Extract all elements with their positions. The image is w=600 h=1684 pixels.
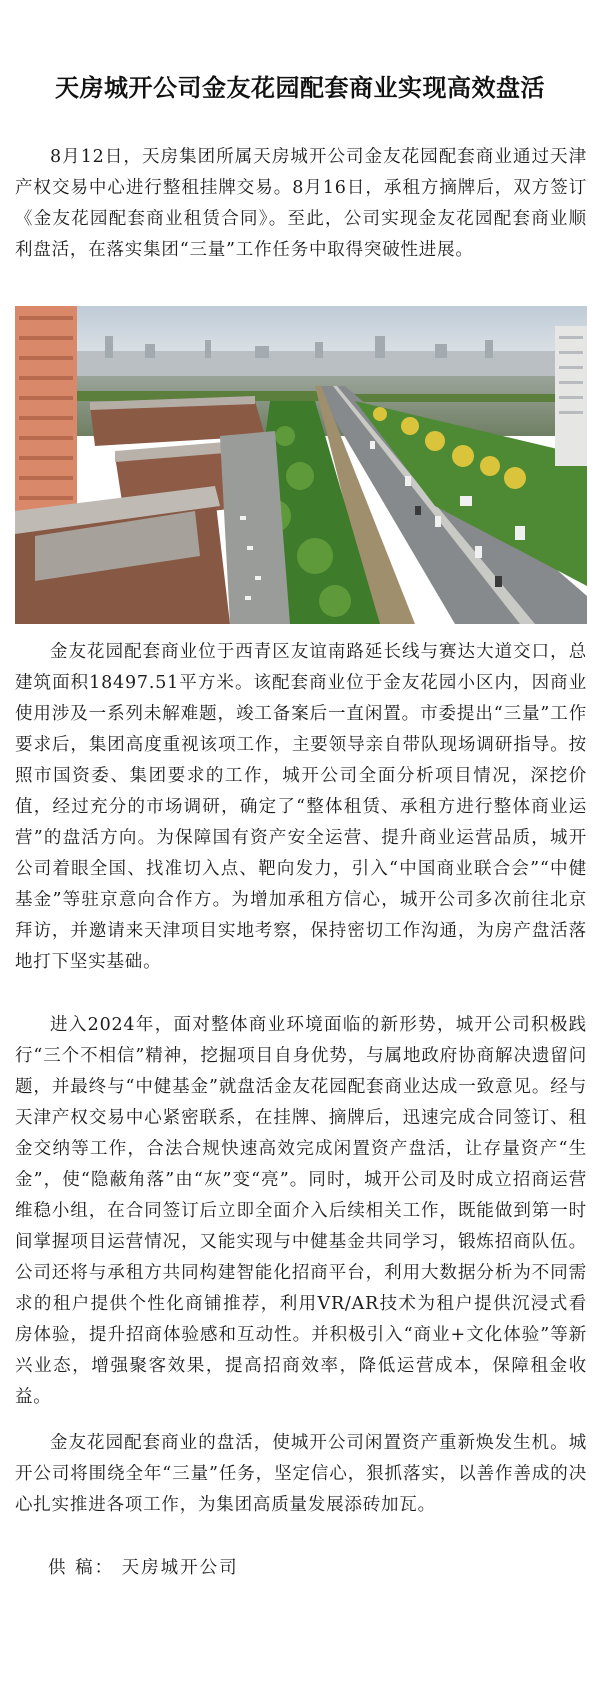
left-tower — [15, 306, 77, 536]
credit-value: 天房城开公司 — [121, 1558, 239, 1578]
paragraph-1: 8月12日，天房集团所属天房城开公司金友花园配套商业通过天津产权交易中心进行整租挂牌交易。8月16日，承租方摘牌后，双方签订《金友花园配套商业租赁合同》。至此，公司实现金友花园配套商业顺利盘活，在落实集团“三量”工作任务中取得突破性进展。 — [15, 147, 587, 260]
article-title: 天房城开公司金友花园配套商业实现高效盘活 — [55, 74, 545, 102]
paragraph-3: 进入2024年，面对整体商业环境面临的新形势，城开公司积极践行“三个不相信”精神，挖掘项目自身优势，与属地政府协商解决遗留问题，并最终与“中健基金”就盘活金友花园配套商业达成一致意见。经与天津产权交易中心紧密联系，在挂牌、摘牌后，迅速完成合同签订、租金交纳等工作，合法合规快速高效完成闲置资产盘活，让存量资产“生金”，使“隐蔽角落”由“灰”变“亮”。同时，城开公司及时成立招商运营维稳小组，在合同签订后立即全面介入后续相关工作，既能做到第一时间掌握项目运营情况，又能实现与中健基金共同学习，锻炼招商队伍。公司还将与承租方共同构建智能化招商平台，利用大数据分析为不同需求的租户提供个性化商铺推荐，利用VR/AR技术为租户提供沉浸式看房体验，提升招商体验感和互动性。并积极引入“商业+文化体验”等新兴业态，增强聚客效果，提高招商效率，降低运营成本，保障租金收益。 — [15, 1015, 587, 1407]
credit-label: 供 稿： — [48, 1558, 115, 1578]
paragraph-4: 金友花园配套商业的盘活，使城开公司闲置资产重新焕发生机。城开公司将围绕全年“三量”任务，坚定信心，狠抓落实，以善作善成的决心扎实推进各项工作，为集团高质量发展添砖加瓦。 — [15, 1433, 587, 1515]
aerial-photo — [15, 306, 587, 624]
credit-line — [48, 1554, 239, 1579]
paragraph-2: 金友花园配套商业位于西青区友谊南路延长线与赛达大道交口，总建筑面积18497.51平方米。该配套商业位于金友花园小区内，因商业使用涉及一系列未解难题，竣工备案后一直闲置。市委提出“三量”工作要求后，集团高度重视该项工作，主要领导亲自带队现场调研指导。按照市国资委、集团要求的工作，城开公司全面分析项目情况，深挖价值，经过充分的市场调研，确定了“整体租赁、承租方进行整体商业运营”的盘活方向。为保障国有资产安全运营、提升商业运营品质，城开公司着眼全国、找准切入点、靶向发力，引入“中国商业联合会”“中健基金”等驻京意向合作方。为增加承租方信心，城开公司多次前往北京拜访，并邀请来天津项目实地考察，保持密切工作沟通，为房产盘活落地打下坚实基础。 — [15, 642, 587, 972]
